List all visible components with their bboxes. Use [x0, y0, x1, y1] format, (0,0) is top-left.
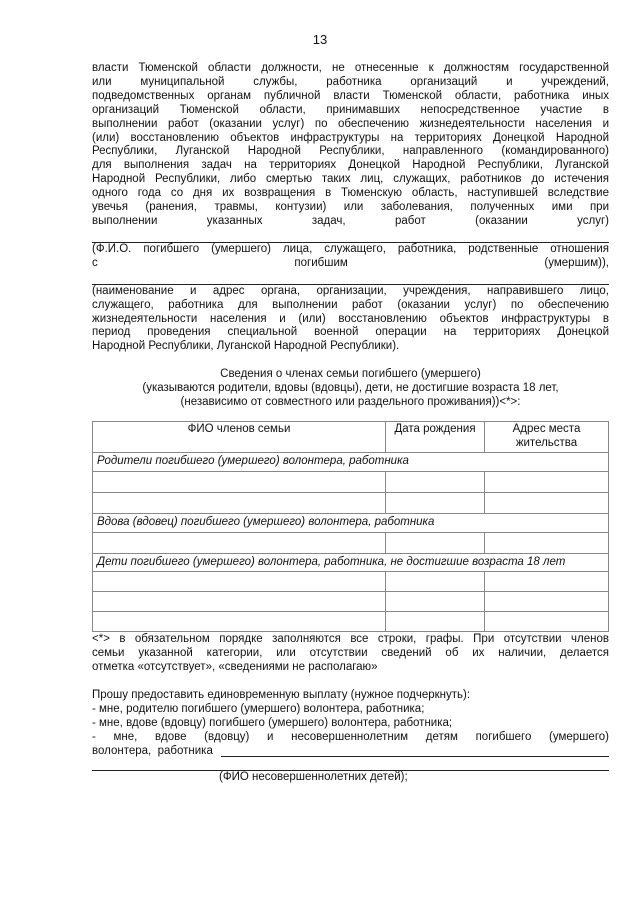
text-line: подведомственных органам публичной власти Тюменской области, работника иных	[92, 89, 609, 102]
option-parent[interactable]: - мне, родителю погибшего (умершего) волонтера, работника;	[92, 703, 425, 716]
birth-date-cell[interactable]	[386, 612, 485, 632]
text-line: одного года со дня их возвращения в Тюменскую область, наступившей вследствие	[92, 187, 609, 200]
text-line: Республики, Луганской Народной Республики, направленного (командированного)	[92, 145, 609, 158]
section-label: Дети погибшего (умершего) волонтера, работника, не достигшие возраста 18 лет	[93, 553, 609, 572]
text-line: для выполнения задач на территориях Донецкой Народной Республики, Луганской	[92, 159, 609, 172]
birth-date-cell[interactable]	[386, 592, 485, 612]
address-cell[interactable]	[485, 471, 609, 492]
address-cell[interactable]	[485, 572, 609, 592]
fio-caption-line: с погибшим (умершим)),	[92, 256, 609, 269]
family-members-table	[92, 421, 609, 633]
option-widow[interactable]: - мне, вдове (вдовцу) погибшего (умершего) волонтера, работника;	[92, 717, 453, 729]
birth-date-cell[interactable]	[386, 492, 485, 513]
footnote-line: семьи указанной категории, или отсутствии сведений об их наличии, делается	[92, 647, 609, 660]
text-line: (наименование и адрес органа, организации, учреждения, направившего лицо,	[92, 284, 609, 297]
address-cell[interactable]	[485, 612, 609, 632]
payment-request	[92, 689, 609, 784]
organization-caption	[92, 285, 609, 355]
children-caption: (ФИО несовершеннолетних детей);	[219, 770, 408, 783]
header-fio: ФИО членов семьи	[93, 421, 386, 452]
text-line: организаций Тюменской области, принимавших непосредственное участие в	[92, 103, 609, 116]
table-row	[93, 612, 609, 632]
address-cell[interactable]	[485, 492, 609, 513]
fio-cell[interactable]	[93, 612, 386, 632]
option-widow-children-tail: волонтера, работника	[92, 744, 213, 757]
table-row	[93, 471, 609, 492]
section-row-children	[93, 553, 609, 572]
header-address: Адрес места жительства	[485, 421, 609, 452]
text-line: выполнении работ (оказании услуг) по обеспечению жизнедеятельности населения и	[92, 117, 609, 130]
fio-cell[interactable]	[93, 492, 386, 513]
text-line: увечья (ранения, травмы, контузии) или заболевания, полученных ими при	[92, 201, 609, 214]
page-number: 13	[312, 32, 328, 47]
footnote	[92, 633, 609, 675]
section-row-widow	[93, 513, 609, 532]
section-label: Вдова (вдовец) погибшего (умершего) волонтера, работника	[93, 513, 609, 532]
text-line: период проведения специальной военной операции на территориях Донецкой	[92, 326, 609, 339]
fio-cell[interactable]	[93, 471, 386, 492]
fio-cell[interactable]	[93, 532, 386, 553]
text-line: власти Тюменской области должности, не отнесенные к должностям государственной	[92, 62, 609, 74]
family-heading	[92, 368, 609, 410]
text-line: (или) восстановлению объектов инфраструктуры на территориях Донецкой Народной	[92, 131, 609, 144]
table-row	[93, 492, 609, 513]
heading-line: (указываются родители, вдовы (вдовцы), дети, не достигшие возраста 18 лет,	[142, 382, 559, 395]
children-fill-line-1[interactable]	[221, 756, 609, 757]
footnote-line: <*> в обязательном порядке заполняются все строки, графы. При отсутствии членов	[92, 633, 609, 646]
birth-date-cell[interactable]	[386, 572, 485, 592]
table-row	[93, 592, 609, 612]
text-line: служащего, работника для выполнении работ (оказании услуг) по обеспечению	[92, 298, 609, 311]
fio-cell[interactable]	[93, 592, 386, 612]
section-row-parents	[93, 452, 609, 471]
text-line: Народной Республики, либо смертью таких лиц, служащих, работников до истечения	[92, 173, 609, 186]
text-line: Народной Республики, Луганской Народной Республики).	[92, 340, 400, 353]
birth-date-cell[interactable]	[386, 532, 485, 553]
header-birth-date: Дата рождения	[386, 421, 485, 452]
option-widow-children[interactable]: - мне, вдове (вдовцу) и несовершеннолетним детям погибшего (умершего)	[92, 730, 609, 743]
text-line: выполнении указанных задач, работ (оказании услуг)	[92, 214, 609, 227]
table-header-row	[93, 421, 609, 452]
text-line: или муниципальной службы, работника организаций и учреждений,	[92, 75, 609, 88]
request-title: Прошу предоставить единовременную выплату (нужное подчеркнуть):	[92, 689, 471, 702]
address-cell[interactable]	[485, 592, 609, 612]
fio-caption-line: (Ф.И.О. погибшего (умершего) лица, служащего, работника, родственные отношения	[92, 242, 609, 255]
form-content	[92, 62, 609, 785]
section-label: Родители погибшего (умершего) волонтера, работника	[93, 452, 609, 471]
table-row	[93, 572, 609, 592]
intro-paragraph	[92, 62, 609, 229]
heading-line: Сведения о членах семьи погибшего (умершего)	[220, 368, 481, 381]
heading-line: (независимо от совместного или раздельного проживания))<*>:	[180, 396, 521, 409]
fio-cell[interactable]	[93, 572, 386, 592]
text-line: жизнедеятельности населения и (или) восстановлению объектов инфраструктуры в	[92, 312, 609, 325]
birth-date-cell[interactable]	[386, 471, 485, 492]
address-cell[interactable]	[485, 532, 609, 553]
footnote-line: отметка «отсутствует», «сведениями не располагаю»	[92, 661, 378, 674]
table-row	[93, 532, 609, 553]
